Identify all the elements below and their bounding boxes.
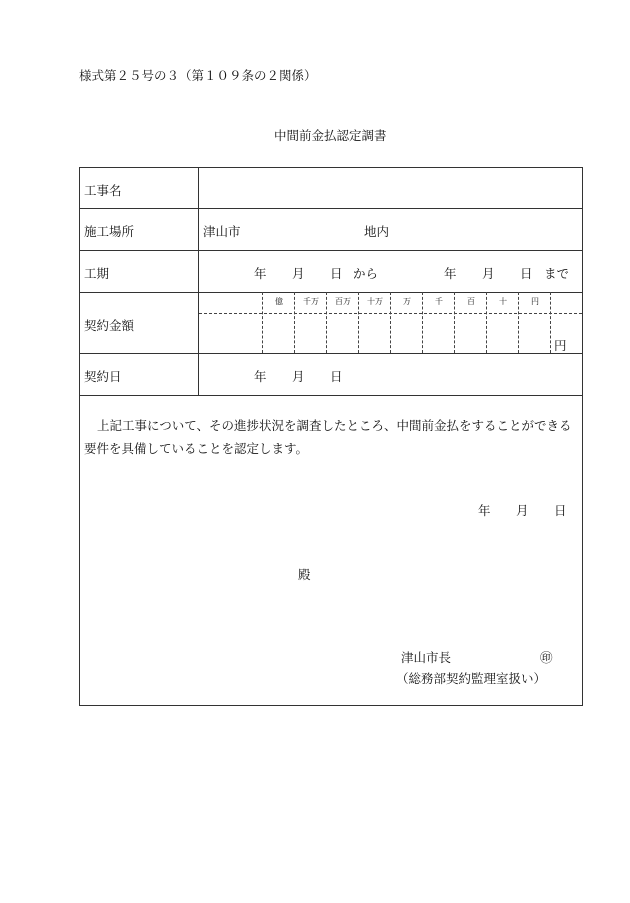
unit-hyaku: 百 <box>467 297 475 306</box>
seal-mark: ㊞ <box>540 650 553 665</box>
addressee-suffix: 殿 <box>298 567 311 582</box>
period-end-day: 日 <box>520 266 533 281</box>
document-title: 中間前金払認定調書 <box>274 128 387 143</box>
period-end-month: 月 <box>482 266 495 281</box>
period-start-month: 月 <box>292 266 305 281</box>
unit-sen: 千 <box>435 297 443 306</box>
construction-name-label: 工事名 <box>84 183 122 198</box>
site-suffix: 地内 <box>364 224 390 239</box>
statement-line-2: 要件を具備していることを認定します。 <box>84 441 309 456</box>
issuer-name: 津山市長 <box>401 650 452 665</box>
unit-hyakuman: 百万 <box>335 297 351 306</box>
site-city: 津山市 <box>203 224 241 239</box>
certify-year: 年 <box>478 503 491 518</box>
contract-date-month: 月 <box>292 369 305 384</box>
unit-ju: 十 <box>499 297 507 306</box>
contract-date-label: 契約日 <box>84 369 122 384</box>
row-divider <box>79 353 583 354</box>
site-label: 施工場所 <box>84 224 135 239</box>
period-until: まで <box>544 266 570 281</box>
department-note: （総務部契約監理室扱い） <box>396 671 547 686</box>
row-divider <box>79 208 583 209</box>
unit-man: 万 <box>403 297 411 306</box>
certify-month: 月 <box>516 503 529 518</box>
period-start-year: 年 <box>254 266 267 281</box>
period-end-year: 年 <box>444 266 457 281</box>
contract-date-day: 日 <box>330 369 343 384</box>
contract-date-year: 年 <box>254 369 267 384</box>
unit-oku: 億 <box>275 297 283 306</box>
label-column-divider <box>198 167 199 395</box>
statement-line-1: 上記工事について、その進捗状況を調査したところ、中間前金払をすることができる <box>97 418 572 433</box>
row-divider <box>79 292 583 293</box>
amount-yen: 円 <box>554 338 567 353</box>
amount-label: 契約金額 <box>84 318 135 333</box>
form-number: 様式第２５号の３（第１０９条の２関係） <box>79 68 317 83</box>
form-frame <box>79 167 583 706</box>
period-label: 工期 <box>84 266 110 281</box>
construction-name-field[interactable] <box>200 169 580 206</box>
row-divider <box>79 395 583 396</box>
unit-en: 円 <box>531 297 539 306</box>
certify-day: 日 <box>554 503 567 518</box>
period-start-day: 日 <box>330 266 343 281</box>
row-divider <box>79 250 583 251</box>
period-from: から <box>353 266 379 281</box>
unit-senman: 千万 <box>303 297 319 306</box>
unit-juman: 十万 <box>367 297 383 306</box>
